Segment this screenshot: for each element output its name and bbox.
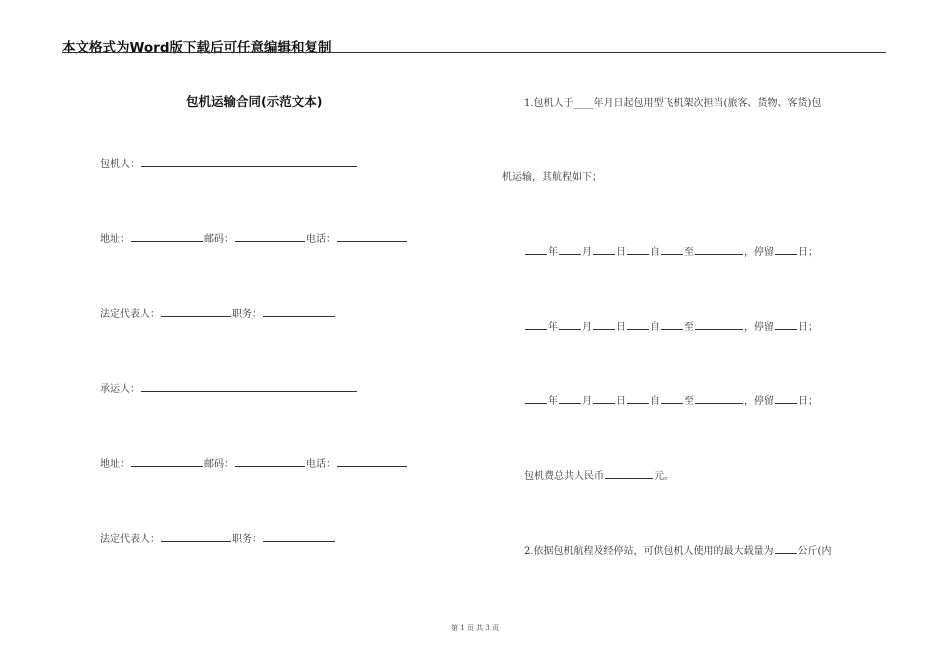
month-label: 月 [582, 396, 592, 407]
clause-2-suffix: 公斤(内 [797, 546, 832, 557]
position-label: 职务： [232, 534, 262, 545]
month-blank[interactable] [559, 393, 581, 404]
month-blank[interactable] [559, 244, 581, 255]
clause-2-line [524, 542, 831, 557]
legal-rep-blank[interactable] [161, 306, 231, 317]
year-label: 年 [548, 247, 558, 258]
month-label: 月 [582, 247, 592, 258]
phone-label: 电话： [306, 459, 336, 470]
max-load-blank[interactable] [775, 543, 797, 554]
stay-label: ，停留 [744, 396, 774, 407]
day-blank[interactable] [593, 244, 615, 255]
from-blank[interactable] [627, 393, 649, 404]
year-label: 年 [548, 396, 558, 407]
phone-blank[interactable] [337, 456, 407, 467]
day-end-label: 日； [798, 396, 818, 407]
fee-line [524, 467, 674, 482]
year-blank[interactable] [525, 319, 547, 330]
position-blank[interactable] [263, 306, 335, 317]
to-place-blank[interactable] [695, 319, 743, 330]
year-blank[interactable] [525, 244, 547, 255]
month-label: 月 [582, 322, 592, 333]
day-label: 日 [616, 396, 626, 407]
month-blank[interactable] [559, 319, 581, 330]
header-divider [62, 52, 886, 53]
address-label: 地址： [100, 459, 130, 470]
fee-suffix: 元。 [654, 471, 674, 482]
clause-1-line-2: 机运输，其航程如下； [502, 172, 602, 183]
legal-rep-blank[interactable] [161, 531, 231, 542]
from-place-blank[interactable] [661, 244, 683, 255]
year-label: 年 [548, 322, 558, 333]
postcode-label: 邮码： [204, 459, 234, 470]
page-footer: 第 1 页 共 3 页 [450, 624, 500, 632]
itinerary-row [524, 318, 818, 333]
position-blank[interactable] [263, 531, 335, 542]
carrier-label: 承运人： [100, 384, 140, 395]
from-blank[interactable] [627, 319, 649, 330]
page-header: 本文格式为Word版下载后可任意编辑和复制 [62, 40, 332, 56]
stay-label: ，停留 [744, 247, 774, 258]
phone-blank[interactable] [337, 231, 407, 242]
from-label: 自 [650, 247, 660, 258]
clause-1-line-1: 1.包机人于____年月日起包用型飞机架次担当(旅客、货物、客货)包 [524, 98, 822, 109]
legal-rep-label: 法定代表人： [100, 534, 160, 545]
day-label: 日 [616, 322, 626, 333]
to-label: 至 [684, 247, 694, 258]
from-place-blank[interactable] [661, 393, 683, 404]
carrier-contact-line [100, 455, 408, 470]
charterer-blank[interactable] [141, 156, 357, 167]
charterer-rep-line [100, 305, 336, 320]
charterer-line [100, 155, 358, 170]
address-label: 地址： [100, 234, 130, 245]
charterer-label: 包机人： [100, 159, 140, 170]
fee-prefix: 包机费总共人民币 [524, 471, 604, 482]
day-blank[interactable] [593, 393, 615, 404]
clause-2-prefix: 2.依据包机航程及经停站，可供包机人使用的最大载量为 [524, 546, 774, 557]
day-blank[interactable] [593, 319, 615, 330]
postcode-blank[interactable] [235, 231, 305, 242]
carrier-line [100, 380, 358, 395]
charterer-contact-line [100, 230, 408, 245]
address-blank[interactable] [131, 456, 203, 467]
to-label: 至 [684, 322, 694, 333]
position-label: 职务： [232, 309, 262, 320]
from-label: 自 [650, 396, 660, 407]
postcode-label: 邮码： [204, 234, 234, 245]
to-place-blank[interactable] [695, 393, 743, 404]
from-label: 自 [650, 322, 660, 333]
stay-label: ，停留 [744, 322, 774, 333]
year-blank[interactable] [525, 393, 547, 404]
legal-rep-label: 法定代表人： [100, 309, 160, 320]
stay-days-blank[interactable] [775, 393, 797, 404]
itinerary-row [524, 243, 818, 258]
day-end-label: 日； [798, 247, 818, 258]
to-place-blank[interactable] [695, 244, 743, 255]
day-end-label: 日； [798, 322, 818, 333]
stay-days-blank[interactable] [775, 244, 797, 255]
document-title: 包机运输合同(示范文本) [186, 94, 323, 109]
to-label: 至 [684, 396, 694, 407]
carrier-blank[interactable] [141, 381, 357, 392]
phone-label: 电话： [306, 234, 336, 245]
postcode-blank[interactable] [235, 456, 305, 467]
day-label: 日 [616, 247, 626, 258]
from-place-blank[interactable] [661, 319, 683, 330]
fee-amount-blank[interactable] [605, 468, 653, 479]
stay-days-blank[interactable] [775, 319, 797, 330]
address-blank[interactable] [131, 231, 203, 242]
from-blank[interactable] [627, 244, 649, 255]
itinerary-row [524, 392, 818, 407]
carrier-rep-line [100, 530, 336, 545]
